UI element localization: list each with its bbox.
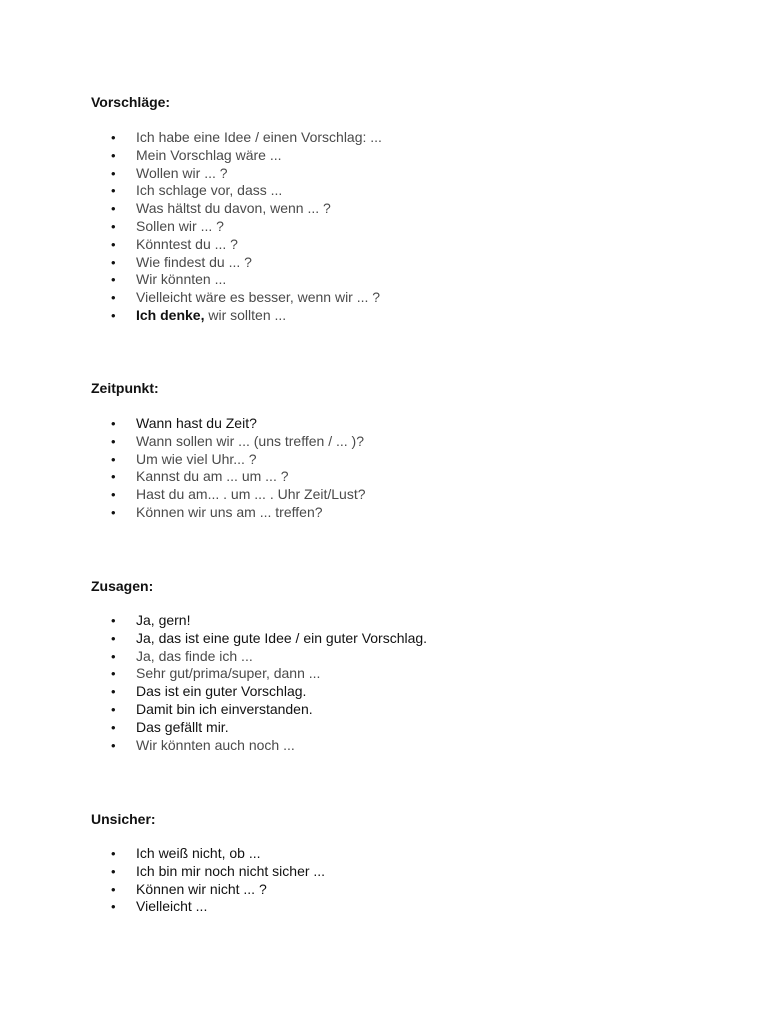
list-item-text: Ich weiß nicht, ob ...: [136, 845, 261, 861]
list-item-text: Das ist ein guter Vorschlag.: [136, 683, 307, 700]
list-item-text: Ich schlage vor, dass ...: [136, 182, 283, 199]
list-item-text: Das gefällt mir.: [136, 718, 229, 735]
list-item-text: Ja, gern!: [136, 612, 191, 628]
list-item-text: Können wir nicht ... ?: [136, 880, 267, 897]
bullet-icon: •: [111, 272, 116, 288]
bullet-icon: •: [111, 307, 116, 323]
bullet-icon: •: [111, 469, 116, 485]
bullet-icon: •: [111, 881, 116, 897]
list-item-text: Mein Vorschlag wäre ...: [136, 146, 282, 163]
bullet-icon: •: [111, 165, 116, 181]
section-heading: Unsicher:: [91, 811, 156, 827]
list-item-text: Vielleicht ...: [136, 898, 208, 915]
list-item-text: Vielleicht wäre es besser, wenn wir ... ?: [136, 289, 381, 306]
list-item-text: Um wie viel Uhr... ?: [136, 450, 257, 467]
bullet-icon: •: [111, 684, 116, 700]
section-heading: Zusagen:: [91, 578, 154, 594]
bullet-icon: •: [111, 254, 116, 270]
list-item-text: Ja, das finde ich ...: [136, 647, 253, 664]
bullet-icon: •: [111, 701, 116, 717]
list-item-text: Was hältst du davon, wenn ... ?: [136, 200, 331, 217]
list-item-text: Sollen wir ... ?: [136, 217, 224, 234]
bullet-icon: •: [111, 899, 116, 915]
list-item-text: Wir könnten ...: [136, 271, 227, 288]
bullet-icon: •: [111, 630, 116, 646]
bullet-icon: •: [111, 433, 116, 449]
bullet-icon: •: [111, 218, 116, 234]
bullet-icon: •: [111, 666, 116, 682]
list-item-text: [136, 307, 286, 325]
bullet-icon: •: [111, 863, 116, 879]
section-heading: Vorschläge:: [91, 94, 171, 110]
bullet-icon: •: [111, 236, 116, 252]
bullet-icon: •: [111, 451, 116, 467]
list-item-text: Können wir uns am ... treffen?: [136, 503, 323, 520]
bullet-icon: •: [111, 183, 116, 199]
list-item-text: Ich habe eine Idee / einen Vorschlag: ...: [136, 129, 382, 145]
list-item-text: Sehr gut/prima/super, dann ...: [136, 665, 321, 682]
list-item-bold-text: Ich denke,: [136, 306, 205, 323]
list-item-text: Kannst du am ... um ... ?: [136, 468, 289, 485]
bullet-icon: •: [111, 504, 116, 520]
bullet-icon: •: [111, 613, 116, 628]
list-item-text: Ich bin mir noch nicht sicher ...: [136, 862, 326, 879]
bullet-icon: •: [111, 737, 116, 753]
list-item-text: Hast du am... . um ... . Uhr Zeit/Lust?: [136, 486, 366, 503]
list-item-text: Könntest du ... ?: [136, 235, 238, 252]
list-item-text: Wann sollen wir ... (uns treffen / ... )?: [136, 432, 364, 449]
section-heading: Zeitpunkt:: [91, 380, 159, 396]
list-item-text: Damit bin ich einverstanden.: [136, 700, 313, 717]
bullet-icon: •: [111, 130, 116, 145]
list-item-text: Wann hast du Zeit?: [136, 415, 257, 431]
bullet-icon: •: [111, 648, 116, 664]
bullet-icon: •: [111, 201, 116, 217]
list-item-text: Wollen wir ... ?: [136, 164, 228, 181]
list-item-text: Wie findest du ... ?: [136, 253, 252, 270]
list-item-text: Wir könnten auch noch ...: [136, 736, 295, 753]
bullet-icon: •: [111, 147, 116, 163]
list-item-text: Ja, das ist eine gute Idee / ein guter Vorschlag.: [136, 629, 428, 646]
bullet-icon: •: [111, 290, 116, 306]
bullet-icon: •: [111, 719, 116, 735]
bullet-icon: •: [111, 487, 116, 503]
bullet-icon: •: [111, 846, 116, 861]
list-item-rest-text: wir sollten ...: [204, 306, 287, 323]
bullet-icon: •: [111, 416, 116, 431]
